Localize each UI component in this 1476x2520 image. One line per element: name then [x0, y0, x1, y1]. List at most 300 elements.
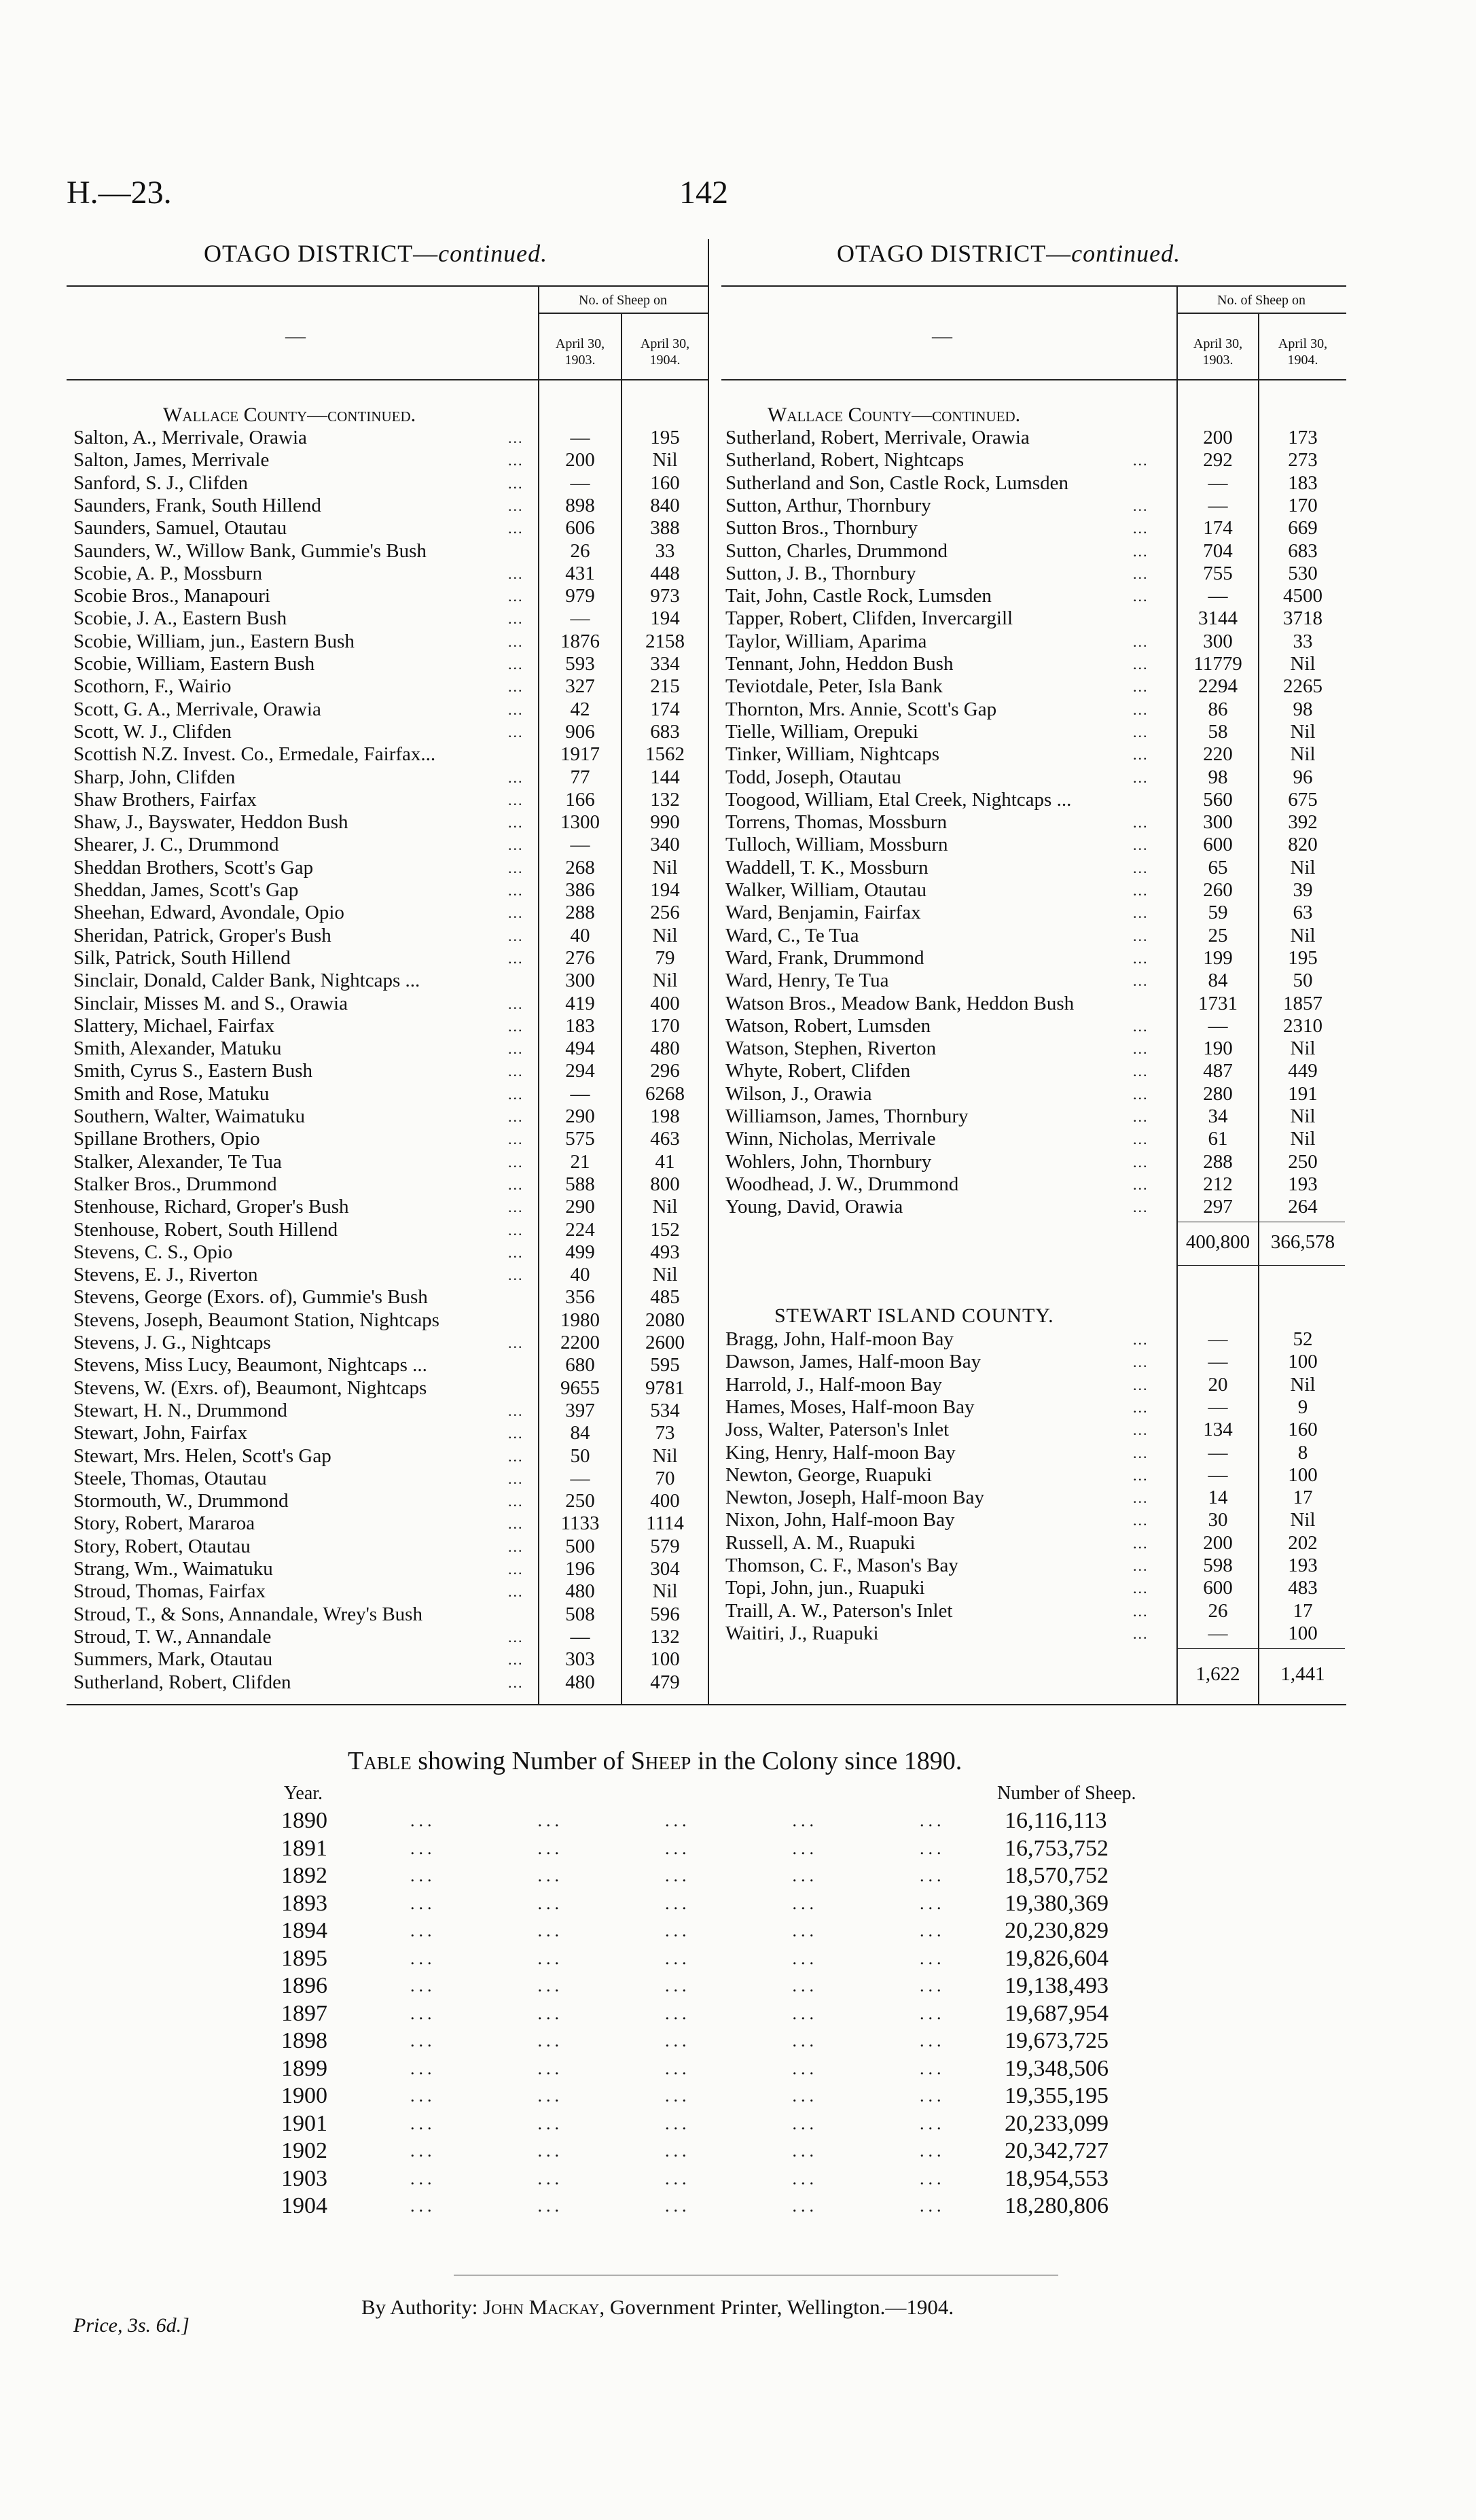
row-value-1903: 1876 [560, 630, 600, 652]
summary-sheep-count: 19,380,369 [1005, 1890, 1109, 1916]
row-value-1904: Nil [652, 1444, 678, 1467]
row-value-1903: — [570, 834, 590, 856]
row-leader-dots: ... [508, 814, 524, 832]
table-row [73, 1512, 708, 1535]
row-name: Stewart, John, Fairfax [73, 1422, 248, 1444]
table-row [725, 1328, 1346, 1351]
summary-sheep-count: 19,138,493 [1005, 1973, 1109, 1998]
row-leader-dots: ... [1133, 746, 1149, 764]
table-row [73, 1241, 708, 1264]
table-row [725, 925, 1346, 947]
row-leader-dots: ... [1133, 882, 1149, 899]
summary-leader-dots: ... ... ... ... ... [410, 2113, 946, 2133]
row-leader-dots: ... [1133, 452, 1149, 469]
row-value-1904: 100 [1288, 1622, 1318, 1644]
row-leader-dots: ... [508, 474, 524, 492]
row-name: Sutherland, Robert, Nightcaps [725, 449, 965, 472]
table-row [73, 970, 708, 992]
right-header-top-rule [721, 285, 1346, 287]
row-leader-dots: ... [508, 1651, 524, 1669]
row-value-1904: Nil [652, 1196, 678, 1218]
row-value-1903: 1300 [560, 811, 600, 834]
row-name: Saunders, Frank, South Hillend [73, 494, 321, 516]
row-name: Topi, John, jun., Ruapuki [725, 1577, 925, 1599]
row-value-1903: — [1208, 494, 1228, 516]
row-leader-dots: ... [508, 904, 524, 922]
table-row [73, 993, 708, 1015]
left-header-top-rule [67, 285, 708, 287]
row-value-1904: 144 [650, 766, 680, 788]
table-row [73, 495, 708, 517]
row-name: Stevens, J. G., Nightcaps [73, 1332, 271, 1353]
row-value-1904: Nil [1290, 924, 1316, 946]
row-value-1904: 73 [655, 1422, 675, 1444]
row-leader-dots: ... [508, 1175, 524, 1193]
row-value-1903: 1917 [560, 743, 600, 766]
row-name: Stenhouse, Robert, South Hillend [73, 1218, 338, 1241]
summary-row [281, 2082, 1191, 2110]
right-sheep-on-header: No. of Sheep on [1217, 293, 1306, 308]
row-value-1903: 294 [565, 1060, 595, 1082]
row-name: Bragg, John, Half-moon Bay [725, 1328, 954, 1350]
row-leader-dots: ... [508, 1538, 524, 1555]
table-row [73, 1083, 708, 1105]
row-leader-dots: ... [508, 610, 524, 628]
row-name: Stenhouse, Richard, Groper's Bush [73, 1196, 349, 1218]
row-name: Sheddan Brothers, Scott's Gap [73, 856, 314, 879]
summary-leader-dots: ... ... ... ... ... [410, 1976, 946, 1995]
row-leader-dots: ... [1133, 1175, 1149, 1193]
summary-row [281, 2137, 1191, 2165]
row-leader-dots: ... [508, 678, 524, 696]
table-row [73, 1060, 708, 1082]
row-value-1903: 40 [570, 1264, 590, 1286]
row-value-1903: 300 [565, 970, 595, 992]
table-row [725, 653, 1346, 675]
row-leader-dots: ... [1133, 1376, 1149, 1394]
row-value-1903: 14 [1208, 1487, 1228, 1509]
row-value-1904: 273 [1288, 449, 1318, 472]
row-value-1904: 2265 [1283, 675, 1322, 698]
row-leader-dots: ... [508, 1243, 524, 1261]
row-leader-dots: ... [1133, 1017, 1149, 1035]
summary-year: 1894 [281, 1918, 327, 1943]
row-name: Torrens, Thomas, Mossburn [725, 811, 948, 834]
row-value-1904: 463 [650, 1128, 680, 1150]
table-row [73, 1309, 708, 1332]
stewart-section-heading: STEWART ISLAND COUNTY. [774, 1305, 1054, 1327]
row-leader-dots: ... [1133, 542, 1149, 560]
row-name: Toogood, William, Etal Creek, Nightcaps ... [725, 788, 1072, 811]
row-name: Tapper, Robert, Clifden, Invercargill [725, 607, 1013, 630]
row-value-1904: 675 [1288, 788, 1318, 811]
row-leader-dots: ... [1133, 678, 1149, 696]
table-row [725, 675, 1346, 698]
row-name: Scobie, J. A., Eastern Bush [73, 607, 287, 630]
row-leader-dots: ... [1133, 1512, 1149, 1529]
row-value-1903: — [570, 1082, 590, 1105]
row-value-1904: 96 [1293, 766, 1313, 788]
table-row [725, 721, 1346, 743]
summary-sheep-count: 18,570,752 [1005, 1863, 1109, 1888]
row-value-1903: 906 [565, 720, 595, 743]
summary-sheep-count: 18,954,553 [1005, 2165, 1109, 2191]
row-leader-dots: ... [508, 588, 524, 605]
row-leader-dots: ... [1133, 1153, 1149, 1171]
row-value-1903: 2200 [560, 1332, 600, 1353]
row-name: Walker, William, Otautau [725, 879, 926, 901]
row-name: Scott, W. J., Clifden [73, 720, 232, 743]
row-value-1903: 11779 [1193, 653, 1242, 675]
row-name: Stewart, H. N., Drummond [73, 1399, 287, 1421]
row-name: Watson, Stephen, Riverton [725, 1037, 937, 1060]
row-leader-dots: ... [1133, 949, 1149, 967]
row-value-1904: 334 [650, 653, 680, 675]
table-row [725, 902, 1346, 924]
table-row [725, 1464, 1346, 1487]
summary-year: 1899 [281, 2055, 327, 2081]
row-name: Scott, G. A., Merrivale, Orawia [73, 698, 321, 720]
row-value-1903: 431 [565, 562, 595, 584]
table-row [725, 540, 1346, 563]
row-value-1904: 250 [1288, 1150, 1318, 1173]
table-row [725, 1037, 1346, 1060]
table-row [725, 811, 1346, 834]
row-leader-dots: ... [508, 1085, 524, 1103]
row-name: Stalker Bros., Drummond [73, 1173, 277, 1195]
row-value-1903: 397 [565, 1399, 595, 1421]
row-name: Ward, Frank, Drummond [725, 946, 924, 969]
summary-leader-dots: ... ... ... ... ... [410, 2086, 946, 2106]
row-name: Sutton, Arthur, Thornbury [725, 494, 931, 516]
row-value-1903: — [1208, 1351, 1228, 1373]
summary-number-header: Number of Sheep. [997, 1783, 1136, 1804]
row-name: Stevens, Miss Lucy, Beaumont, Nightcaps ... [73, 1354, 427, 1377]
row-value-1904: 17 [1293, 1599, 1313, 1622]
row-value-1903: 280 [1203, 1082, 1233, 1105]
row-name: Salton, A., Merrivale, Orawia [73, 427, 307, 448]
table-row [73, 585, 708, 607]
row-value-1903: 327 [565, 675, 595, 698]
row-leader-dots: ... [1133, 859, 1149, 876]
left-column-title: OTAGO DISTRICT—continued. [204, 240, 548, 267]
row-value-1904: 1114 [646, 1512, 684, 1535]
table-row [725, 1151, 1346, 1173]
row-value-1903: — [1208, 1463, 1228, 1486]
row-value-1904: Nil [652, 1580, 678, 1603]
row-value-1904: 100 [650, 1648, 680, 1671]
summary-year: 1896 [281, 1973, 327, 1998]
table-row [73, 1671, 708, 1694]
row-value-1903: — [1208, 1622, 1228, 1644]
row-leader-dots: ... [1133, 1466, 1149, 1484]
right-col-1904-header: April 30, 1904. [1278, 336, 1328, 368]
table-row [725, 1442, 1346, 1464]
page-number: 142 [679, 175, 728, 211]
row-name: Waddell, T. K., Mossburn [725, 856, 929, 879]
row-value-1903: — [1208, 1328, 1228, 1350]
right-column-title: OTAGO DISTRICT—continued. [837, 240, 1181, 267]
row-value-1903: 288 [565, 902, 595, 924]
row-value-1903: 300 [1203, 630, 1233, 652]
row-leader-dots: ... [1133, 565, 1149, 582]
table-row [725, 585, 1346, 607]
row-value-1904: 388 [650, 517, 680, 539]
row-leader-dots: ... [1133, 927, 1149, 944]
row-leader-dots: ... [1133, 1444, 1149, 1461]
table-row [725, 789, 1346, 811]
row-name: Woodhead, J. W., Drummond [725, 1173, 959, 1195]
row-value-1904: Nil [1290, 743, 1316, 766]
row-leader-dots: ... [508, 1266, 524, 1284]
summary-row [281, 1917, 1191, 1945]
row-value-1903: 50 [570, 1444, 590, 1467]
row-name: Scobie, William, Eastern Bush [73, 653, 315, 675]
row-name: Todd, Joseph, Otautau [725, 766, 901, 788]
row-value-1904: 683 [650, 720, 680, 743]
table-row [725, 1600, 1346, 1622]
row-name: Sutherland, Robert, Merrivale, Orawia [725, 427, 1030, 448]
row-value-1903: 250 [565, 1490, 595, 1512]
summary-leader-dots: ... ... ... ... ... [410, 1893, 946, 1913]
row-leader-dots: ... [1133, 1085, 1149, 1103]
row-value-1903: 200 [1203, 427, 1233, 448]
row-value-1903: 77 [570, 766, 590, 788]
row-name: Shaw Brothers, Fairfax [73, 788, 257, 811]
left-col-1904-header: April 30, 1904. [640, 336, 690, 368]
summary-row [281, 1862, 1191, 1889]
row-value-1904: Nil [1290, 653, 1316, 675]
row-name: Stalker, Alexander, Te Tua [73, 1150, 282, 1173]
table-row [725, 970, 1346, 992]
row-value-1903: 84 [570, 1422, 590, 1444]
row-leader-dots: ... [508, 1402, 524, 1419]
row-value-1903: 25 [1208, 924, 1228, 946]
summary-year-header: Year. [284, 1783, 323, 1804]
row-value-1904: 193 [1288, 1555, 1318, 1576]
table-row [73, 675, 708, 698]
table-row [73, 1603, 708, 1626]
row-name: Winn, Nicholas, Merrivale [725, 1128, 936, 1150]
row-leader-dots: ... [1133, 497, 1149, 514]
table-row [725, 1015, 1346, 1037]
row-value-1903: 356 [565, 1286, 595, 1309]
row-name: Saunders, W., Willow Bank, Gummie's Bush [73, 539, 427, 562]
table-row [73, 721, 708, 743]
row-name: Stevens, W. (Exrs. of), Beaumont, Nightcaps [73, 1377, 427, 1399]
row-name: Tielle, William, Orepuki [725, 720, 918, 743]
table-row [73, 902, 708, 924]
row-name: Shaw, J., Bayswater, Heddon Bush [73, 811, 348, 834]
row-value-1903: — [570, 427, 590, 448]
table-row [73, 766, 708, 789]
row-leader-dots: ... [1133, 904, 1149, 922]
summary-row [281, 1972, 1191, 2000]
table-row [73, 811, 708, 834]
row-value-1904: 392 [1288, 811, 1318, 834]
table-row [725, 698, 1346, 721]
row-leader-dots: ... [1133, 1602, 1149, 1620]
row-value-1903: 979 [565, 585, 595, 607]
summary-sheep-count: 18,280,806 [1005, 2193, 1109, 2218]
table-row [73, 1377, 708, 1400]
row-value-1903: 898 [565, 494, 595, 516]
table-row [73, 698, 708, 721]
row-name: Nixon, John, Half-moon Bay [725, 1509, 955, 1531]
summary-sheep-count: 19,687,954 [1005, 2000, 1109, 2026]
table-row [73, 1490, 708, 1512]
row-value-1904: 595 [650, 1354, 680, 1377]
table-row [725, 879, 1346, 902]
row-value-1903: 494 [565, 1037, 595, 1060]
table-row [73, 1468, 708, 1490]
row-leader-dots: ... [508, 452, 524, 469]
summary-leader-dots: ... ... ... ... ... [410, 1948, 946, 1968]
summary-row [281, 1835, 1191, 1862]
summary-row [281, 2165, 1191, 2193]
row-value-1903: 588 [565, 1173, 595, 1195]
row-name: Tait, John, Castle Rock, Lumsden [725, 585, 992, 607]
table-row [725, 607, 1346, 630]
row-value-1904: 33 [655, 539, 675, 562]
row-name: Stevens, George (Exors. of), Gummie's Bush [73, 1286, 428, 1309]
row-name: Sinclair, Donald, Calder Bank, Nightcaps ... [73, 970, 420, 992]
tables-bottom-rule [67, 1704, 1346, 1705]
row-name: Teviotdale, Peter, Isla Bank [725, 675, 943, 698]
row-value-1904: 170 [650, 1014, 680, 1037]
summary-leader-dots: ... ... ... ... ... [410, 2058, 946, 2078]
row-value-1903: — [1208, 1441, 1228, 1463]
row-value-1904: Nil [652, 1264, 678, 1286]
row-name: Stroud, T., & Sons, Annandale, Wrey's Bush [73, 1603, 422, 1625]
row-name: Joss, Walter, Paterson's Inlet [725, 1419, 950, 1441]
row-value-1904: 174 [650, 698, 680, 720]
row-leader-dots: ... [508, 1673, 524, 1691]
row-value-1904: 170 [1288, 494, 1318, 516]
row-value-1903: 166 [565, 788, 595, 811]
summary-year: 1901 [281, 2110, 327, 2136]
table-row [725, 1555, 1346, 1577]
table-row [73, 607, 708, 630]
left-header-bottom-rule [67, 379, 708, 380]
row-value-1903: 499 [565, 1241, 595, 1263]
row-leader-dots: ... [1133, 814, 1149, 832]
right-section-heading: Wallace County—continued. [768, 404, 1021, 426]
row-name: Dawson, James, Half-moon Bay [725, 1351, 982, 1373]
table-row [725, 449, 1346, 472]
row-value-1903: 20 [1208, 1373, 1228, 1396]
row-name: Salton, James, Merrivale [73, 449, 270, 472]
row-name: Sinclair, Misses M. and S., Orawia [73, 992, 348, 1014]
row-value-1903: 196 [565, 1558, 595, 1580]
row-leader-dots: ... [508, 565, 524, 582]
row-name: Sutton, Charles, Drummond [725, 539, 948, 562]
row-value-1904: 41 [655, 1150, 675, 1173]
row-value-1904: 52 [1293, 1328, 1313, 1350]
right-col-1903-header: April 30, 1903. [1193, 336, 1243, 368]
row-name: Taylor, William, Aparima [725, 630, 927, 652]
row-value-1904: Nil [652, 924, 678, 946]
row-leader-dots: ... [508, 1447, 524, 1465]
row-value-1903: 606 [565, 517, 595, 539]
row-value-1904: 152 [650, 1218, 680, 1241]
row-name: Shearer, J. C., Drummond [73, 834, 279, 856]
wallace-total-bottom-rule [1178, 1265, 1345, 1266]
row-value-1903: 508 [565, 1603, 595, 1625]
row-leader-dots: ... [1133, 1489, 1149, 1507]
table-row [73, 1558, 708, 1580]
row-value-1903: 386 [565, 879, 595, 901]
table-row [725, 1509, 1346, 1531]
row-value-1904: 264 [1288, 1196, 1318, 1218]
summary-leader-dots: ... ... ... ... ... [410, 2141, 946, 2161]
row-leader-dots: ... [1133, 1534, 1149, 1552]
row-value-1903: 42 [570, 698, 590, 720]
row-name: Stevens, E. J., Riverton [73, 1264, 258, 1286]
table-row [73, 631, 708, 653]
row-name: Scothorn, F., Wairio [73, 675, 232, 698]
row-name: Hames, Moses, Half-moon Bay [725, 1396, 975, 1418]
row-leader-dots: ... [508, 1108, 524, 1125]
row-value-1903: 575 [565, 1128, 595, 1150]
row-value-1904: 256 [650, 902, 680, 924]
row-name: Stroud, T. W., Annandale [73, 1625, 272, 1648]
row-value-1904: 183 [1288, 472, 1318, 494]
row-value-1903: 220 [1203, 743, 1233, 766]
row-value-1903: 84 [1208, 970, 1228, 992]
row-value-1903: — [570, 1467, 590, 1489]
row-name: Newton, Joseph, Half-moon Bay [725, 1487, 984, 1509]
row-value-1904: 973 [650, 585, 680, 607]
summary-row [281, 2193, 1191, 2220]
row-value-1904: 160 [650, 472, 680, 494]
row-value-1903: 61 [1208, 1128, 1228, 1150]
summary-row [281, 1807, 1191, 1834]
row-value-1903: 59 [1208, 902, 1228, 924]
row-value-1904: 530 [1288, 562, 1318, 584]
row-leader-dots: ... [508, 836, 524, 854]
row-value-1903: 598 [1203, 1555, 1233, 1576]
row-value-1904: 990 [650, 811, 680, 834]
row-name: King, Henry, Half-moon Bay [725, 1441, 956, 1463]
table-row [73, 879, 708, 902]
table-row [725, 1196, 1346, 1218]
summary-year: 1900 [281, 2083, 327, 2108]
summary-year: 1893 [281, 1890, 327, 1916]
row-leader-dots: ... [1133, 520, 1149, 537]
row-leader-dots: ... [508, 1153, 524, 1171]
row-value-1904: Nil [1290, 856, 1316, 879]
table-row [73, 857, 708, 879]
row-value-1903: — [570, 472, 590, 494]
row-value-1904: 800 [650, 1173, 680, 1195]
row-value-1904: 132 [650, 788, 680, 811]
row-value-1904: 3718 [1283, 607, 1322, 630]
row-value-1904: Nil [1290, 1128, 1316, 1150]
row-name: Sutton Bros., Thornbury [725, 517, 918, 539]
table-row [725, 1532, 1346, 1555]
table-row [725, 766, 1346, 789]
summary-row [281, 2027, 1191, 2055]
row-name: Stevens, C. S., Opio [73, 1241, 233, 1263]
table-row [73, 1196, 708, 1218]
row-value-1903: 487 [1203, 1060, 1233, 1082]
table-row [73, 925, 708, 947]
summary-year: 1895 [281, 1945, 327, 1971]
row-name: Wilson, J., Orawia [725, 1082, 872, 1105]
summary-year: 1902 [281, 2138, 327, 2163]
row-value-1903: — [1208, 1396, 1228, 1418]
